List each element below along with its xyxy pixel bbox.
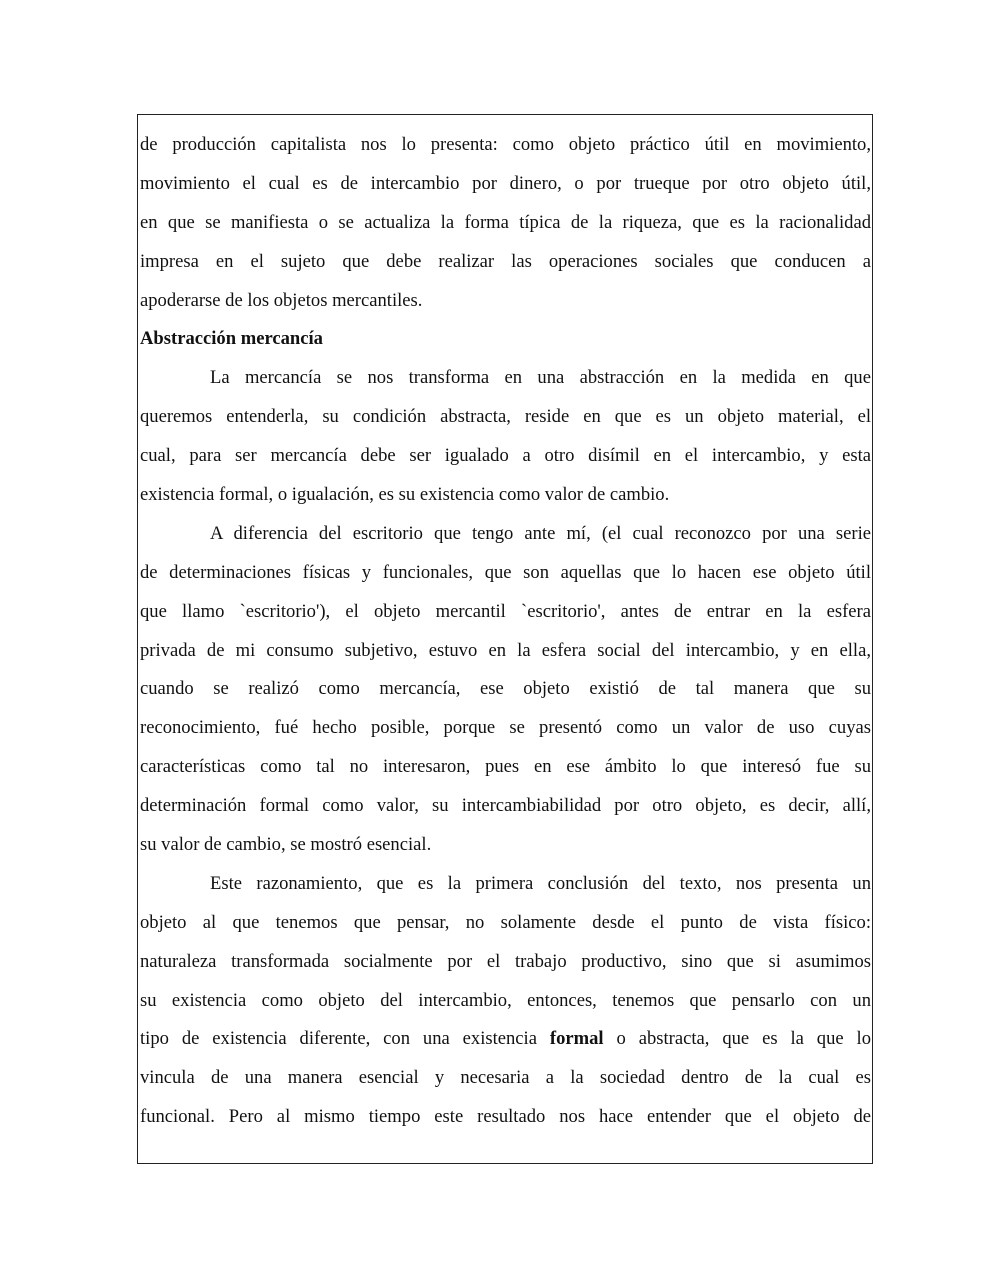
text-line: apoderarse de los objetos mercantiles. <box>140 289 423 311</box>
text-line: movimiento el cual es de intercambio por dinero, o por trueque por otro objeto útil, <box>140 172 871 194</box>
text-line: determinación formal como valor, su intercambiabilidad por otro objeto, es decir, allí, <box>140 795 871 817</box>
text-line-with-bold <box>140 1020 871 1059</box>
text-line: La mercancía se nos transforma en una abstracción en la medida en que <box>210 367 871 389</box>
paragraph-escritorio <box>140 515 871 865</box>
text-line: A diferencia del escritorio que tengo ante mí, (el cual reconozco por una serie <box>210 522 871 544</box>
text-line: Este razonamiento, que es la primera conclusión del texto, nos presenta un <box>210 872 871 894</box>
text-line: vincula de una manera esencial y necesaria a la sociedad dentro de la cual es <box>140 1067 871 1089</box>
text-segment: tipo de existencia diferente, con una existencia <box>140 1028 550 1050</box>
text-line: características como tal no interesaron, pues en ese ámbito lo que interesó fue su <box>140 756 871 778</box>
bold-term: formal <box>549 1028 604 1050</box>
text-line: impresa en el sujeto que debe realizar las operaciones sociales que conducen a <box>140 250 871 272</box>
text-line: funcional. Pero al mismo tiempo este resultado nos hace entender que el objeto de <box>140 1106 871 1128</box>
text-line: existencia formal, o igualación, es su existencia como valor de cambio. <box>140 484 670 506</box>
paragraph-razonamiento <box>140 865 871 1137</box>
text-line: su valor de cambio, se mostró esencial. <box>140 834 432 856</box>
text-line: cuando se realizó como mercancía, ese objeto existió de tal manera que su <box>140 678 871 700</box>
text-line: su existencia como objeto del intercambio, entonces, tenemos que pensarlo con un <box>140 989 871 1011</box>
text-line: objeto al que tenemos que pensar, no solamente desde el punto de vista físico: <box>140 911 871 933</box>
intro-paragraph <box>140 126 871 320</box>
text-line: queremos entenderla, su condición abstracta, reside en que es un objeto material, el <box>140 406 871 428</box>
text-line: cual, para ser mercancía debe ser igualado a otro disímil en el intercambio, y esta <box>140 445 871 467</box>
section-heading: Abstracción mercancía <box>140 328 323 350</box>
text-line: naturaleza transformada socialmente por el trabajo productivo, sino que si asumimos <box>140 950 871 972</box>
text-line: que llamo `escritorio'), el objeto mercantil `escritorio', antes de entrar en la esfera <box>140 600 871 622</box>
document-body <box>140 126 871 1137</box>
text-line: reconocimiento, fué hecho posible, porque se presentó como un valor de uso cuyas <box>140 717 871 739</box>
paragraph-abstraccion <box>140 359 871 515</box>
text-line: privada de mi consumo subjetivo, estuvo en la esfera social del intercambio, y en ella, <box>140 639 871 661</box>
text-line: de determinaciones físicas y funcionales, que son aquellas que lo hacen ese objeto útil <box>140 561 871 583</box>
text-segment: o abstracta, que es la que lo <box>603 1028 871 1050</box>
text-line: en que se manifiesta o se actualiza la forma típica de la riqueza, que es la racionalidad <box>140 211 871 233</box>
text-line: de producción capitalista nos lo presenta: como objeto práctico útil en movimiento, <box>140 134 871 155</box>
